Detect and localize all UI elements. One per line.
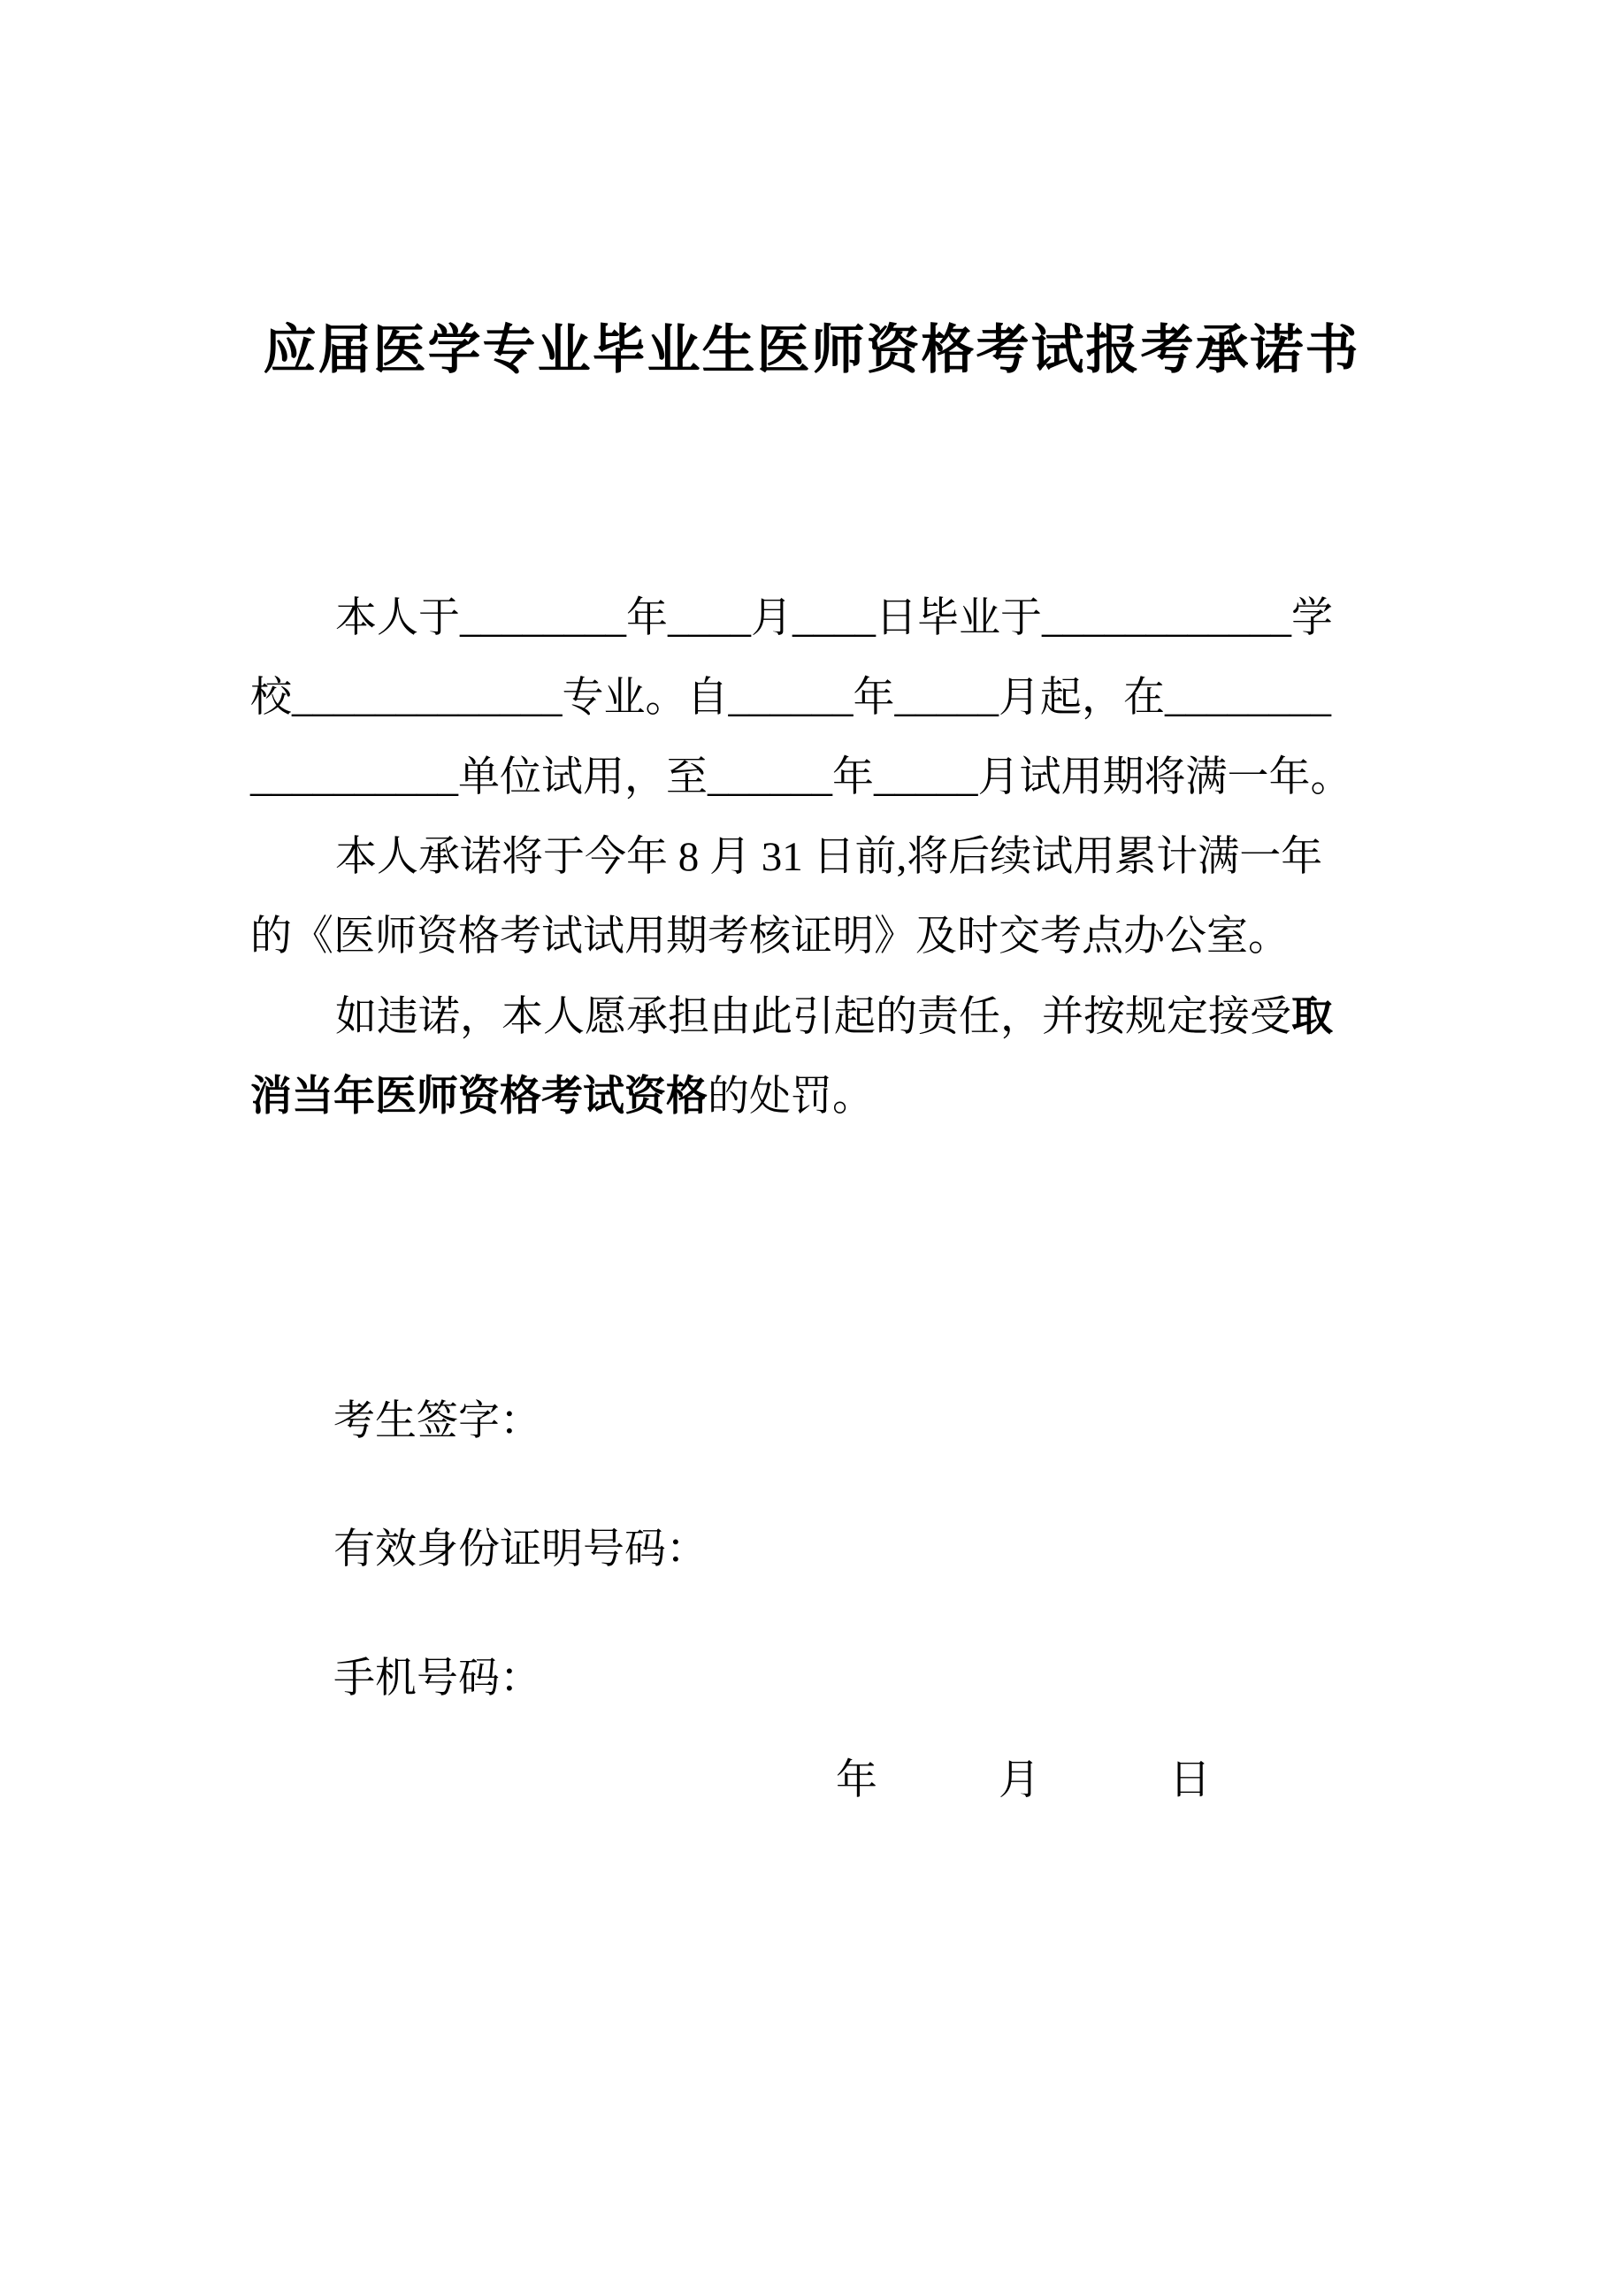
body-line-4 <box>250 817 1400 897</box>
examinee-signature-label: 考生签字： <box>333 1398 541 1444</box>
document-title: 应届医学专业毕业生医师资格考试报考承诺书 <box>263 320 1360 379</box>
body-line-6 <box>250 976 1400 1056</box>
date-line <box>836 1741 1211 1820</box>
body-line-5 <box>250 897 1400 976</box>
body-line-6-bold-text: 取 <box>1291 992 1333 1039</box>
date-year-label: 年 <box>836 1757 877 1803</box>
date-month-label: 月 <box>999 1757 1040 1803</box>
id-number-label: 有效身份证明号码： <box>333 1527 708 1573</box>
body-line-4-text: 本人承诺将于今年 8 月 31 日前,将后续试用累计满一年 <box>335 834 1323 880</box>
body-line-5-text: 的《医师资格考试试用期考核证明》及时交考点办公室。 <box>250 914 1290 960</box>
body-line-2 <box>250 658 1400 738</box>
body-line-2-text: 校_____________专业。自______年_____月起，在________ <box>250 675 1331 721</box>
body-line-1-text: 本人于________年____月____日毕业于____________学 <box>335 595 1333 641</box>
body-line-3-text: __________单位试用，至______年_____月试用期将满一年。 <box>250 754 1352 800</box>
body-line-6-regular-text: 如违诺，本人愿承担由此引起的责任，并按规定接受 <box>335 994 1291 1040</box>
date-day-label: 日 <box>1169 1757 1211 1803</box>
body-line-3 <box>250 738 1400 817</box>
body-line-1 <box>250 578 1400 658</box>
body-line-7 <box>250 1056 1400 1136</box>
document-body <box>250 578 1400 1136</box>
phone-number-label: 手机号码： <box>333 1656 541 1702</box>
body-line-7-regular-text: 的处罚。 <box>708 1074 874 1120</box>
body-line-7-bold-text: 消当年医师资格考试资格 <box>250 1072 708 1119</box>
